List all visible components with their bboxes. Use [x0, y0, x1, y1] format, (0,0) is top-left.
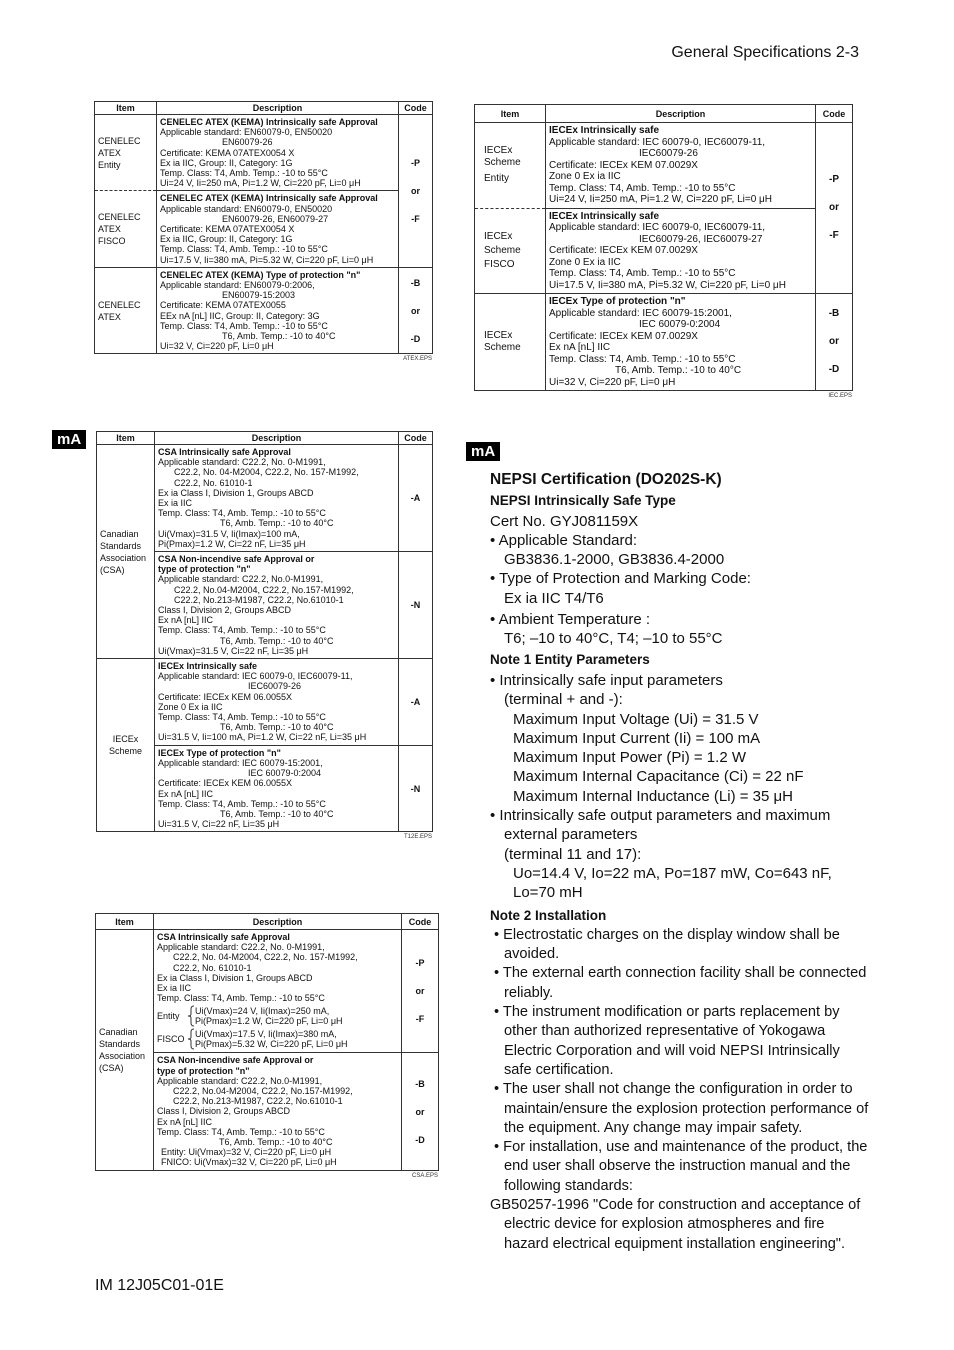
csa-item: Canadian Standards Association (CSA)	[96, 930, 154, 1171]
atex-table	[94, 101, 432, 362]
iec-code-bd: -B or -D	[816, 294, 853, 391]
atex-item-n: CENELEC ATEX	[95, 267, 157, 354]
nepsi-install-2: • The external earth connection facility shall be connected reliably.	[494, 965, 867, 1001]
csa-code-bd: -B or -D	[402, 1053, 439, 1170]
iec-item-fisco: IECEx Scheme FISCO	[475, 208, 546, 294]
t12e-desc-iecex-is: IECEx Intrinsically safe Applicable standard: IEC 60079-0, IEC60079-11, IEC60079-26 Certificate: IECEx KEM 06.0055X Zone 0 Ex ia IIC Temp. Class: T4, Amb. Temp.: -10 to 55°C T6, Amb. Temp.: -10 to 40°C Ui=31.5 V, Ii=100 mA, Pi=1.2 W, Ci=22 nF, Li=35 μH	[155, 659, 399, 746]
nepsi-install-1: • Electrostatic charges on the display window shall be avoided.	[494, 926, 840, 963]
iec-code-pf: -P or -F	[816, 123, 853, 294]
col-item: Item	[475, 105, 546, 123]
atex-desc-n: CENELEC ATEX (KEMA) Type of protection "n" Applicable standard: EN60079-0:2006, EN60079-15:2003 Certificate: KEMA 07ATEX0055 EEx nA [nL] IIC, Group: II, Category: 3G Temp. Class: T4, Amb. Temp.: -10 to 55°C T6, Amb. Temp.: -10 to 40°C Ui=32 V, Ci=220 pF, Li=0 μH	[157, 267, 399, 354]
csa-entity-group: Entity Ui(Vmax)=24 V, Ii(Imax)=250 mA, Pi(Pmax)=1.2 W, Ci=220 pF, Li=0 μH	[157, 1006, 343, 1027]
nepsi-bullet-input: • Intrinsically safe input parameters	[490, 671, 723, 689]
atex-desc-fisco: CENELEC ATEX (KEMA) Intrinsically safe Approval Applicable standard: EN60079-0, EN50020 EN60079-26, EN60079-27 Certificate: KEMA 07ATEX0054 X Ex ia IIC, Group: II, Category: 1G Temp. Class: T4, Amb. Temp.: -10 to 55°C Ui=17.5 V, Ii=380 mA, Pi=5.32 W, Ci=220 pF, Li=0 μH	[157, 191, 399, 267]
t12e-desc-csa-n: CSA Non-incendive safe Approval or type of protection "n" Applicable standard: C22.2, No.0-M1991, C22.2, No.04-M2004, C22.2, No.157-M1992, C22.2, No.213-M1987, C22.2, No.61010-1 Class I, Division 2, Groups ABCD Ex nA [nL] IIC Temp. Class: T4, Amb. Temp.: -10 to 55°C T6, Amb. Temp.: -10 to 40°C Ui(Vmax)=31.5 V, Ci=22 nF, Li=35 μH	[155, 552, 399, 659]
brace-icon	[187, 1005, 195, 1027]
atex-item-fisco: CENELEC ATEX FISCO	[95, 191, 157, 267]
nepsi-bullet-protection: • Type of Protection and Marking Code:	[490, 570, 751, 588]
t12e-table	[96, 431, 432, 840]
t12e-code-n2: -N	[399, 745, 433, 832]
csa-desc-n: CSA Non-incendive safe Approval or type of protection "n" Applicable standard: C22.2, No.0-M1991, C22.2, No.04-M2004, C22.2, No.157-M1992, C22.2, No.213-M1987, C22.2, No.61010-1 Class I, Division 2, Groups ABCD Ex nA [nL] IIC Temp. Class: T4, Amb. Temp.: -10 to 55°C T6, Amb. Temp.: -10 to 40°C Entity: Ui(Vmax)=32 V, Ci=220 pF, Li=0 μH FNICO: Ui(Vmax)=32 V, Ci=220 pF, Li=0 μH	[154, 1053, 402, 1170]
atex-code-pf: -P or -F	[399, 115, 433, 268]
brace-icon	[187, 1028, 195, 1050]
col-code: Code	[399, 102, 433, 115]
nepsi-note2: Note 2 Installation	[490, 907, 607, 923]
nepsi-output-lo: Lo=70 mH	[513, 884, 583, 902]
nepsi-ambient-value: T6; –10 to 40°C, T4; –10 to 55°C	[504, 630, 723, 648]
atex-code-bd: -B or -D	[399, 267, 433, 354]
ma-tag-right: mA	[466, 442, 500, 461]
nepsi-output-values: Uo=14.4 V, Io=22 mA, Po=187 mW, Co=643 nF,	[513, 864, 832, 882]
nepsi-install-5: • For installation, use and maintenance of the product, the end user shall observe the instruction manual and the following standards:	[494, 1139, 868, 1194]
nepsi-title: NEPSI Certification (DO202S-K)	[490, 471, 722, 488]
nepsi-standard-value: GB3836.1-2000, GB3836.4-2000	[504, 551, 725, 569]
nepsi-output-terminal: (terminal 11 and 17):	[504, 845, 642, 863]
iec-desc-n: IECEx Type of protection "n" Applicable standard: IEC 60079-15:2001, IEC 60079-0:2004 Certificate: IECEx KEM 07.0029X Ex nA [nL] IIC Temp. Class: T4, Amb. Temp.: -10 to 55°C T6, Amb. Temp.: -10 to 40°C Ui=32 V, Ci=220 pF, Li=0 μH	[546, 294, 816, 391]
col-code: Code	[399, 432, 433, 445]
t12e-desc-csa-is: CSA Intrinsically safe Approval Applicable standard: C22.2, No. 0-M1991, C22.2, No. 04-M2004, C22.2, No. 157-M1992, C22.2, No. 61010-1 Ex ia Class I, Division 1, Groups ABCD Ex ia IIC Temp. Class: T4, Amb. Temp.: -10 to 55°C T6, Amb. Temp.: -10 to 40°C Ui(Vmax)=31.5 V, Ii(Imax)=100 mA, Pi(Pmax)=1.2 W, Ci=22 nF, Li=35 μH	[155, 445, 399, 552]
col-code: Code	[816, 105, 853, 123]
atex-desc-entity: CENELEC ATEX (KEMA) Intrinsically safe Approval Applicable standard: EN60079-0, EN50020 EN60079-26 Certificate: KEMA 07ATEX0054 X Ex ia IIC, Group: II, Category: 1G Temp. Class: T4, Amb. Temp.: -10 to 55°C Ui=24 V, Ii=250 mA, Pi=1.2 W, Ci=220 pF, Li=0 μH	[157, 115, 399, 191]
nepsi-param-ci: Maximum Internal Capacitance (Ci) = 22 nF	[513, 768, 804, 786]
csa-fisco-label: FISCO	[157, 1034, 185, 1045]
ma-tag-left: mA	[52, 430, 86, 449]
atex-eps-label: ATEX.EPS	[403, 356, 432, 363]
t12e-item-iecex: IECEx Scheme	[97, 659, 155, 832]
nepsi-bullet-output: • Intrinsically safe output parameters and maximum	[490, 807, 831, 825]
atex-item-entity: CENELEC ATEX Entity	[95, 115, 157, 191]
csa-table	[95, 913, 438, 1179]
csa-desc-is: CSA Intrinsically safe Approval Applicable standard: C22.2, No. 0-M1991, C22.2, No. 04-M2004, C22.2, No. 157-M1992, C22.2, No. 61010-1 Ex ia Class I, Division 1, Groups ABCD Ex ia IIC Temp. Class: T4, Amb. Temp.: -10 to 55°C Entity Ui(Vmax)=24 V, Ii(Imax)=250 mA, Pi(Pmax)=1.2 W, Ci=220 pF, Li=0 μH FISCO Ui(Vmax)=17.5 V, Ii(Imax)=380 mA, Pi(Pmax)=5.32 W, Ci=220 pF, Li=0 μH	[154, 930, 402, 1053]
page-footer: IM 12J05C01-01E	[95, 1277, 224, 1294]
csa-code-pf: -P or -F	[402, 930, 439, 1053]
col-description: Description	[154, 914, 402, 930]
t12e-item-csa: Canadian Standards Association (CSA)	[97, 445, 155, 659]
t12e-desc-iecex-n: IECEx Type of protection "n" Applicable standard: IEC 60079-15:2001, IEC 60079-0:2004 Certificate: IECEx KEM 06.0055X Ex nA [nL] IIC Temp. Class: T4, Amb. Temp.: -10 to 55°C T6, Amb. Temp.: -10 to 40°C Ui=31.5 V, Ci=22 nF, Li=35 μH	[155, 745, 399, 832]
col-description: Description	[157, 102, 399, 115]
t12e-code-n1: -N	[399, 552, 433, 659]
nepsi-subtitle: NEPSI Intrinsically Safe Type	[490, 493, 676, 509]
col-description: Description	[155, 432, 399, 445]
col-item: Item	[96, 914, 154, 930]
nepsi-param-ui: Maximum Input Voltage (Ui) = 31.5 V	[513, 710, 759, 728]
page-header: General Specifications 2-3	[671, 44, 859, 61]
nepsi-bullet-standard: • Applicable Standard:	[490, 531, 638, 549]
nepsi-input-terminal: (terminal + and -):	[504, 691, 623, 709]
csa-entity-label: Entity	[157, 1011, 180, 1022]
col-item: Item	[95, 102, 157, 115]
nepsi-note1: Note 1 Entity Parameters	[490, 651, 650, 667]
nepsi-param-li: Maximum Internal Inductance (Li) = 35 μH	[513, 787, 794, 805]
nepsi-install-3: • The instrument modification or parts replacement by other than authorized representative of Yokogawa Electric Corporation and will void NEPSI Intrinsically safe certification.	[494, 1004, 840, 1078]
csa-fisco-group: FISCO Ui(Vmax)=17.5 V, Ii(Imax)=380 mA, Pi(Pmax)=5.32 W, Ci=220 pF, Li=0 μH	[157, 1029, 348, 1050]
csa-eps-label: CSA.EPS	[411, 1172, 438, 1179]
iec-item-entity: IECEx Scheme Entity	[475, 123, 546, 209]
nepsi-cert: Cert No. GYJ081159X	[490, 512, 639, 530]
col-code: Code	[402, 914, 439, 930]
iec-eps-label: IEC.EPS	[828, 393, 852, 399]
nepsi-bullet-ambient: • Ambient Temperature :	[490, 611, 651, 629]
nepsi-section	[490, 470, 870, 1254]
t12e-code-a2: -A	[399, 659, 433, 746]
t12e-code-a1: -A	[399, 445, 433, 552]
nepsi-install-4: • The user shall not change the configuration in order to maintain/ensure the explosion protection performance of the equipment. Any change may impair safety.	[494, 1081, 869, 1136]
t12e-eps-label: T12E.EPS	[403, 834, 432, 841]
nepsi-output-external: external parameters	[504, 826, 638, 844]
iec-desc-fisco: IECEx Intrinsically safe Applicable standard: IEC 60079-0, IEC60079-11, IEC60079-26, IEC60079-27 Certificate: IECEx KEM 07.0029X Zone 0 Ex ia IIC Temp. Class: T4, Amb. Temp.: -10 to 55°C Ui=17.5 V, Ii=380 mA, Pi=5.32 W, Ci=220 pF, Li=0 μH	[546, 208, 816, 294]
col-item: Item	[97, 432, 155, 445]
nepsi-param-pi: Maximum Input Power (Pi) = 1.2 W	[513, 749, 746, 767]
nepsi-install-gb: GB50257-1996 "Code for construction and acceptance of electric device for explosion atmospheres and fire hazard electrical equipment installation engineering".	[490, 1196, 861, 1252]
iec-table	[474, 104, 852, 399]
col-description: Description	[546, 105, 816, 123]
nepsi-protection-value: Ex ia IIC T4/T6	[504, 589, 604, 607]
iec-item-n: IECEx Scheme	[475, 294, 546, 391]
iec-desc-entity: IECEx Intrinsically safe Applicable standard: IEC 60079-0, IEC60079-11, IEC60079-26 Certificate: IECEx KEM 07.0029X Zone 0 Ex ia IIC Temp. Class: T4, Amb. Temp.: -10 to 55°C Ui=24 V, Ii=250 mA, Pi=1.2 W, Ci=220 pF, Li=0 μH	[546, 123, 816, 209]
nepsi-param-ii: Maximum Input Current (Ii) = 100 mA	[513, 729, 761, 747]
